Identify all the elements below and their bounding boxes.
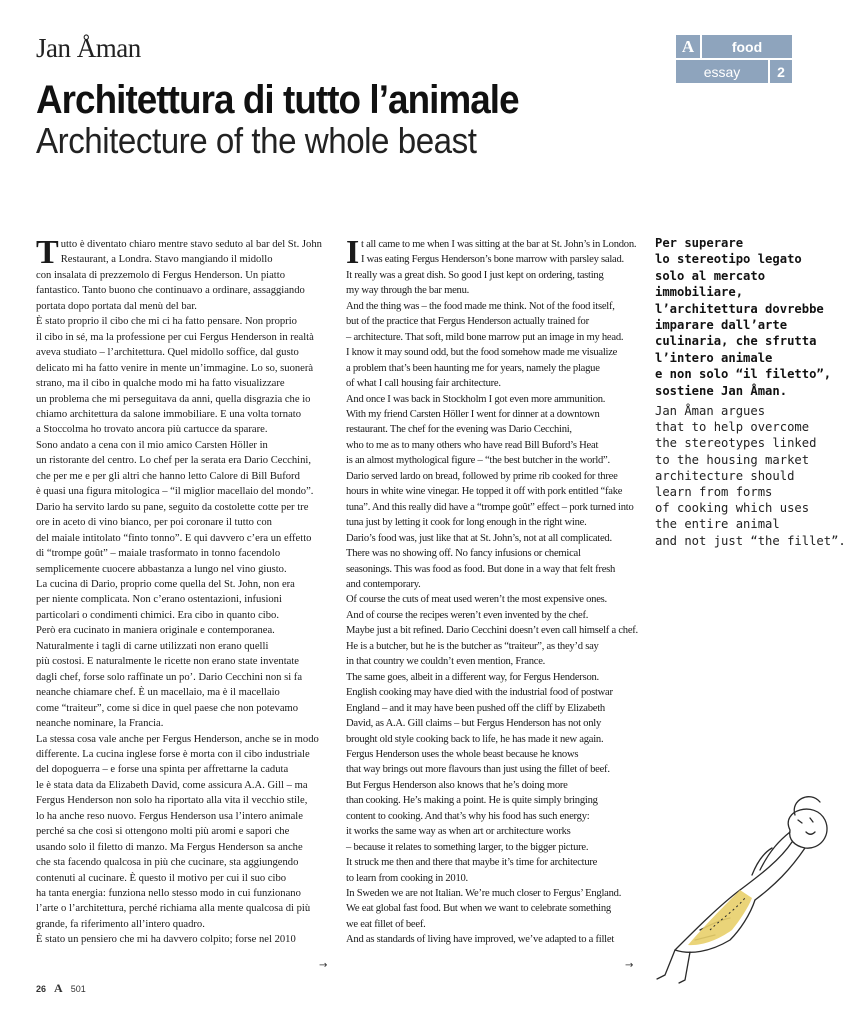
- body-line: [36, 917, 332, 932]
- body-line: [36, 469, 332, 484]
- body-line-text: hours in white wine vinegar. He topped it off with pork entitled “fake: [346, 486, 623, 498]
- pull-quote-line-italian: lo stereotipo legato: [655, 252, 802, 267]
- body-line: [36, 701, 332, 716]
- continue-arrow-icon: →: [625, 960, 634, 971]
- magazine-logo-badge: A: [676, 35, 700, 58]
- body-line-text: Restaurant, a Londra. Stavo mangiando il midollo: [60, 254, 273, 266]
- body-line: [36, 732, 332, 747]
- body-line: [346, 732, 636, 747]
- body-line-text: l’arte o l’architettura, perché richiama alla mente qualcosa di più: [36, 903, 311, 915]
- body-line: [36, 932, 332, 947]
- body-line-text: contenuti al cucinare. È questo il motivo per cui il suo cibo: [36, 872, 287, 884]
- body-line-text: content to cooking. And that’s why his food has such energy:: [346, 810, 590, 822]
- pull-quote-line-english: of cooking which uses: [655, 501, 810, 516]
- body-line-text: aveva studiato – l’architettura. Quel midollo soffice, dal gusto: [36, 347, 299, 359]
- body-line: [346, 299, 636, 314]
- pull-quote-line-english: learn from forms: [655, 485, 773, 500]
- body-line-text: t all came to me when I was sitting at the bar at St. John’s in London.: [360, 239, 637, 250]
- body-line-text: than cooking. He’s making a point. He is quite simply bringing: [346, 795, 598, 807]
- body-line: [346, 623, 636, 638]
- body-line-text: più costosi. E naturalmente le ricette non erano state inventate: [36, 656, 299, 668]
- continue-arrow-icon: →: [319, 960, 328, 971]
- body-line: [346, 500, 636, 515]
- article-number: 2: [770, 60, 792, 83]
- body-line-text: che sta facendo qualcosa in più che cucinare, sta aggiungendo: [36, 857, 299, 869]
- body-line-text: del maiale intitolato “finto tonno”. E qui davvero c’era un effetto: [36, 532, 312, 544]
- pull-quote: [655, 235, 845, 549]
- body-line: [346, 453, 636, 468]
- body-line: [346, 747, 636, 762]
- body-line: [36, 515, 332, 530]
- body-line-text: Dario served lardo on bread, followed by prime rib cooked for three: [346, 470, 618, 482]
- pull-quote-line-english: the stereotypes linked: [655, 436, 817, 451]
- body-line-text: dagli chef, forse solo raffinate un po’. Dario Cecchini non si fa: [36, 671, 303, 683]
- title-english: Architecture of the whole beast: [36, 120, 477, 161]
- body-line: [346, 809, 636, 824]
- body-line: [36, 407, 332, 422]
- body-line-text: In Sweden we are not Italian. We’re much closer to Fergus’ England.: [346, 888, 622, 900]
- drop-cap: I: [346, 234, 359, 271]
- pull-quote-line-italian: culinaria, che sfrutta: [655, 334, 817, 349]
- body-line-text: We eat global fast food. But when we want to celebrate something: [346, 903, 611, 915]
- body-line: [346, 592, 636, 607]
- body-line: [346, 670, 636, 685]
- body-line: [346, 562, 636, 577]
- pull-quote-line-italian: immobiliare,: [655, 285, 744, 300]
- body-line-text: tuna”. And this really did have a “trompe goût” effect – pork turned into: [346, 501, 634, 513]
- body-line: [36, 577, 332, 592]
- pull-quote-line-english: architecture should: [655, 468, 795, 483]
- pull-quote-line-italian: imparare dall’arte: [655, 318, 788, 333]
- italian-body-column: [36, 234, 332, 948]
- body-line: [36, 901, 332, 916]
- body-line-text: that way brings out more flavours than just using the fillet of beef.: [346, 764, 610, 776]
- body-line: [346, 855, 636, 870]
- body-line: [346, 376, 636, 391]
- body-line-text: brought old style cooking back to life, he has made it new again.: [346, 733, 604, 745]
- body-line-text: Of course the cuts of meat used weren’t the most expensive ones.: [346, 594, 607, 606]
- body-line-text: seasonings. This was food as food. But done in a way that felt fresh: [346, 563, 616, 575]
- body-line-text: He is a butcher, but he is the butcher as “traiteur”, as they’d say: [346, 640, 599, 652]
- body-line-text: There was no showing off. No fancy infusions or chemical: [346, 548, 581, 560]
- body-line: [346, 484, 636, 499]
- body-line: [36, 392, 332, 407]
- body-line: [36, 809, 332, 824]
- body-line-text: di “trompe goût” – maiale trasformato in tonno facendolo: [36, 548, 281, 560]
- body-line-text: La stessa cosa vale anche per Fergus Henderson, anche se in modo: [36, 733, 319, 745]
- body-line: [346, 685, 636, 700]
- body-line-text: we eat fillet of beef.: [346, 918, 426, 930]
- body-line: [36, 762, 332, 777]
- body-line: [36, 500, 332, 515]
- body-line-text: And the thing was – the food made me think. Not of the food itself,: [346, 300, 615, 312]
- body-line: [346, 608, 636, 623]
- issue-number: 501: [70, 983, 86, 994]
- body-line-text: fantastico. Tanto buono che continuavo a ordinare, assaggiando: [36, 285, 305, 297]
- body-line: [346, 639, 636, 654]
- body-line: [36, 654, 332, 669]
- body-line-text: And as standards of living have improved, we’ve adapted to a fillet: [346, 934, 615, 946]
- body-line-text: my way through the bar menu.: [346, 285, 470, 297]
- body-line: [346, 330, 636, 345]
- body-line-text: che per me e per gli altri che hanno letto Calore di Bill Buford: [36, 470, 300, 482]
- chef-sketch-illustration: [640, 780, 835, 990]
- body-line-text: to learn from cooking in 2010.: [346, 872, 468, 884]
- body-line-text: I was eating Fergus Henderson’s bone marrow with parsley salad.: [360, 254, 624, 266]
- body-line-text: With my friend Carsten Höller I went for dinner at a downtown: [346, 408, 600, 420]
- body-line-text: un ristorante del centro. Lo chef per la serata era Dario Cecchini,: [36, 455, 312, 467]
- body-line: [36, 623, 332, 638]
- body-line-text: Naturalmente i tagli di carne utilizzati non erano quelli: [36, 640, 269, 652]
- body-line: [36, 453, 332, 468]
- pull-quote-line-italian: solo al mercato: [655, 268, 766, 283]
- body-line-text: come “traiteur”, come si dice in quel paese che non potevamo: [36, 702, 299, 714]
- body-line: [36, 546, 332, 561]
- body-line: [36, 793, 332, 808]
- pull-quote-line-italian: l’intero animale: [655, 350, 773, 365]
- body-line-text: But Fergus Henderson also knows that he’s doing more: [346, 779, 568, 791]
- english-body-column: [346, 234, 638, 948]
- body-line-text: English cooking may have died with the industrial food of postwar: [346, 687, 613, 699]
- body-line-text: Però era cucinato in maniera originale e contemporanea.: [36, 625, 275, 637]
- body-line-text: perché sa che così si ottengono molti più aromi e sapori che: [36, 826, 290, 838]
- body-line-text: usando solo il filetto di manzo. Ma Fergus Henderson sa anche: [36, 841, 303, 853]
- body-line: [36, 330, 332, 345]
- pull-quote-line-english: to the housing market: [655, 452, 810, 467]
- pull-quote-line-italian: Per superare: [655, 236, 744, 250]
- body-line: [346, 824, 636, 839]
- body-line-text: Sono andato a cena con il mio amico Carsten Höller in: [36, 439, 268, 451]
- body-line-text: con insalata di prezzemolo di Fergus Henderson. Un piatto: [36, 269, 285, 281]
- body-line-text: It really was a great dish. So good I just kept on ordering, tasting: [346, 269, 604, 281]
- pull-quote-line-italian: e non solo “il filetto”,: [655, 367, 832, 382]
- body-line-text: È stato proprio il cibo che mi ci ha fatto pensare. Non proprio: [36, 316, 297, 328]
- article-type-label: essay: [676, 60, 768, 83]
- body-line-text: semplicemente cuocere abbastanza a lungo nel vino giusto.: [36, 563, 287, 575]
- page-footer: [36, 981, 86, 996]
- body-line: [346, 361, 636, 376]
- body-line-text: Maybe just a bit refined. Dario Cecchini doesn’t even call himself a chef.: [346, 625, 638, 637]
- body-line: [346, 871, 636, 886]
- pull-quote-line-english: and not just “the fillet”.: [655, 533, 846, 548]
- body-line: [36, 283, 332, 298]
- body-line-text: strano, ma il cibo in qualche modo mi ha fatto visualizzare: [36, 378, 285, 390]
- body-line: [346, 438, 636, 453]
- body-line-text: who to me as to many others who have read Bill Buford’s Heat: [346, 439, 599, 451]
- body-line-text: neanche chiamare chef. È un macellaio, ma è il macellaio: [36, 687, 280, 699]
- body-line: [346, 932, 636, 947]
- body-line: [36, 608, 332, 623]
- body-line-text: portata dopo portata dal menù del bar.: [36, 300, 197, 312]
- body-line: [36, 314, 332, 329]
- body-line-text: but of the practice that Fergus Henderson actually trained for: [346, 316, 589, 328]
- body-line-text: The same goes, albeit in a different way, for Fergus Henderson.: [346, 671, 599, 683]
- body-line-text: It struck me then and there that maybe it’s time for architecture: [346, 857, 598, 869]
- body-line-text: and contemporary.: [346, 578, 421, 590]
- body-line: [346, 778, 636, 793]
- pull-quote-line-english: the entire animal: [655, 517, 780, 532]
- body-line: [346, 469, 636, 484]
- body-line-text: is an almost mythological figure – “the best butcher in the world”.: [346, 455, 610, 467]
- body-line: [346, 716, 636, 731]
- body-line-text: – architecture. That soft, mild bone marrow put an image in my head.: [346, 331, 624, 343]
- body-line-text: un problema che mi perseguitava da anni, quella disgrazia che io: [36, 393, 311, 405]
- body-line-text: è quasi una figura mitologica – “il miglior macellaio del mondo”.: [36, 486, 314, 498]
- page-number: 26: [36, 983, 47, 994]
- body-line-text: Dario’s food was, just like that at St. John’s, not at all complicated.: [346, 532, 612, 544]
- pull-quote-english: [655, 403, 845, 549]
- body-line-text: il cibo in sé, ma la professione per cui Fergus Henderson in realtà: [36, 331, 314, 343]
- body-line: [346, 407, 636, 422]
- body-line: [36, 840, 332, 855]
- body-line-text: restaurant. The chef for the evening was Dario Cecchini,: [346, 424, 572, 436]
- body-line: [36, 299, 332, 314]
- body-line: [346, 268, 636, 283]
- pull-quote-line-italian: l’architettura dovrebbe: [655, 301, 824, 316]
- pull-quote-line-english: that to help overcome: [655, 420, 810, 435]
- body-line: [36, 376, 332, 391]
- body-line: [36, 824, 332, 839]
- body-line: [36, 592, 332, 607]
- body-line: [346, 917, 636, 932]
- body-line: [36, 778, 332, 793]
- body-line: [346, 546, 636, 561]
- body-line: [346, 577, 636, 592]
- body-line-text: lo ha anche reso nuovo. Fergus Henderson usa l’intero animale: [36, 810, 303, 822]
- body-line-text: – because it relates to something larger, to the bigger picture.: [346, 841, 589, 853]
- body-line-text: a Stoccolma ho trovato ancora più cartucce da sparare.: [36, 424, 268, 436]
- body-line: [346, 531, 636, 546]
- body-line: [346, 793, 636, 808]
- body-line-text: Dario ha servito lardo su pane, seguito da costolette cotte per tre: [36, 501, 309, 513]
- body-line-text: David, as A.A. Gill claims – but Fergus Henderson has not only: [346, 718, 602, 730]
- body-line: [36, 562, 332, 577]
- author-name: Jan Åman: [36, 33, 141, 63]
- body-line: [36, 716, 332, 731]
- body-line: [346, 901, 636, 916]
- body-line: [346, 840, 636, 855]
- section-tag: [676, 35, 792, 83]
- body-line: [36, 361, 332, 376]
- body-line-text: ore in aceto di vino bianco, per poi coronare il tutto con: [36, 517, 272, 529]
- title-italian: Architettura di tutto l’animale: [36, 78, 519, 122]
- body-line-text: And once I was back in Stockholm I got even more ammunition.: [346, 393, 606, 405]
- body-line-text: grande, fa riferimento all’intero quadro.: [36, 918, 205, 930]
- magazine-logo: A: [54, 981, 63, 995]
- body-line: [36, 639, 332, 654]
- body-line-text: neanche nominare, la Francia.: [36, 718, 164, 730]
- body-line: [346, 422, 636, 437]
- body-line-text: tuna just by letting it cook for long enough in the right wine.: [346, 517, 587, 529]
- body-line: [346, 762, 636, 777]
- body-line: [36, 484, 332, 499]
- body-line-text: È stato un pensiero che mi ha davvero colpito; forse nel 2010: [36, 934, 296, 946]
- body-line: [36, 685, 332, 700]
- body-line-text: I know it may sound odd, but the food somehow made me visualize: [346, 347, 618, 359]
- body-line-text: ha tanta energia: funziona nello stesso modo in cui funzionano: [36, 888, 301, 900]
- body-line-text: England – and it may have been pushed off the cliff by Elizabeth: [346, 702, 605, 714]
- pull-quote-line-english: Jan Åman argues: [655, 404, 766, 419]
- body-line: [346, 345, 636, 360]
- body-line-text: utto è diventato chiaro mentre stavo seduto al bar del St. John: [60, 239, 322, 250]
- body-line: [36, 670, 332, 685]
- body-line: [36, 531, 332, 546]
- drop-cap: T: [36, 234, 59, 271]
- body-line: [36, 871, 332, 886]
- body-line: [36, 422, 332, 437]
- body-line: [36, 252, 332, 267]
- body-line-text: it works the same way as when art or architecture works: [346, 826, 571, 838]
- body-line: [346, 283, 636, 298]
- section-label: food: [702, 35, 792, 58]
- pull-quote-line-italian: sostiene Jan Åman.: [655, 383, 788, 398]
- body-line-text: differente. La cucina inglese forse è morta con il cibo industriale: [36, 748, 310, 760]
- body-line-text: particolari o condimenti chimici. Era cibo in quanto cibo.: [36, 609, 279, 621]
- body-line: [346, 654, 636, 669]
- pull-quote-italian: [655, 235, 845, 399]
- body-line: [346, 252, 636, 267]
- body-line-text: Fergus Henderson non solo ha riportato alla vita il vecchio stile,: [36, 795, 308, 807]
- body-line-text: And of course the recipes weren’t even invented by the chef.: [346, 609, 589, 621]
- body-line: [36, 855, 332, 870]
- body-line-text: in that country we couldn’t even mention, France.: [346, 656, 546, 668]
- body-line-text: le è stata data da Elizabeth David, come assicura A.A. Gill – ma: [36, 779, 308, 791]
- body-line: [346, 515, 636, 530]
- body-line-text: a problem that’s been haunting me for years, namely the plague: [346, 362, 600, 374]
- body-line-text: del dopoguerra – e forse una spinta per affrettarne la caduta: [36, 764, 289, 776]
- body-line: [36, 747, 332, 762]
- body-line: [36, 268, 332, 283]
- body-line-text: of what I call housing fair architecture.: [346, 378, 501, 390]
- body-line-text: La cucina di Dario, proprio come quella del St. John, non era: [36, 578, 295, 590]
- body-line-text: per niente complicata. Non c’erano ostentazioni, infusioni: [36, 594, 282, 606]
- body-line-text: Fergus Henderson uses the whole beast because he knows: [346, 748, 579, 760]
- body-line: [346, 314, 636, 329]
- body-line: [36, 886, 332, 901]
- body-line: [346, 701, 636, 716]
- body-line: [346, 886, 636, 901]
- body-line-text: delicato mi ha fatto venire in mente un’immagine. Lo so, suonerà: [36, 362, 314, 374]
- body-line-text: chiamo architettura da salone immobiliare. E una volta tornato: [36, 408, 302, 420]
- body-line: [346, 392, 636, 407]
- body-line: [36, 345, 332, 360]
- body-line: [36, 438, 332, 453]
